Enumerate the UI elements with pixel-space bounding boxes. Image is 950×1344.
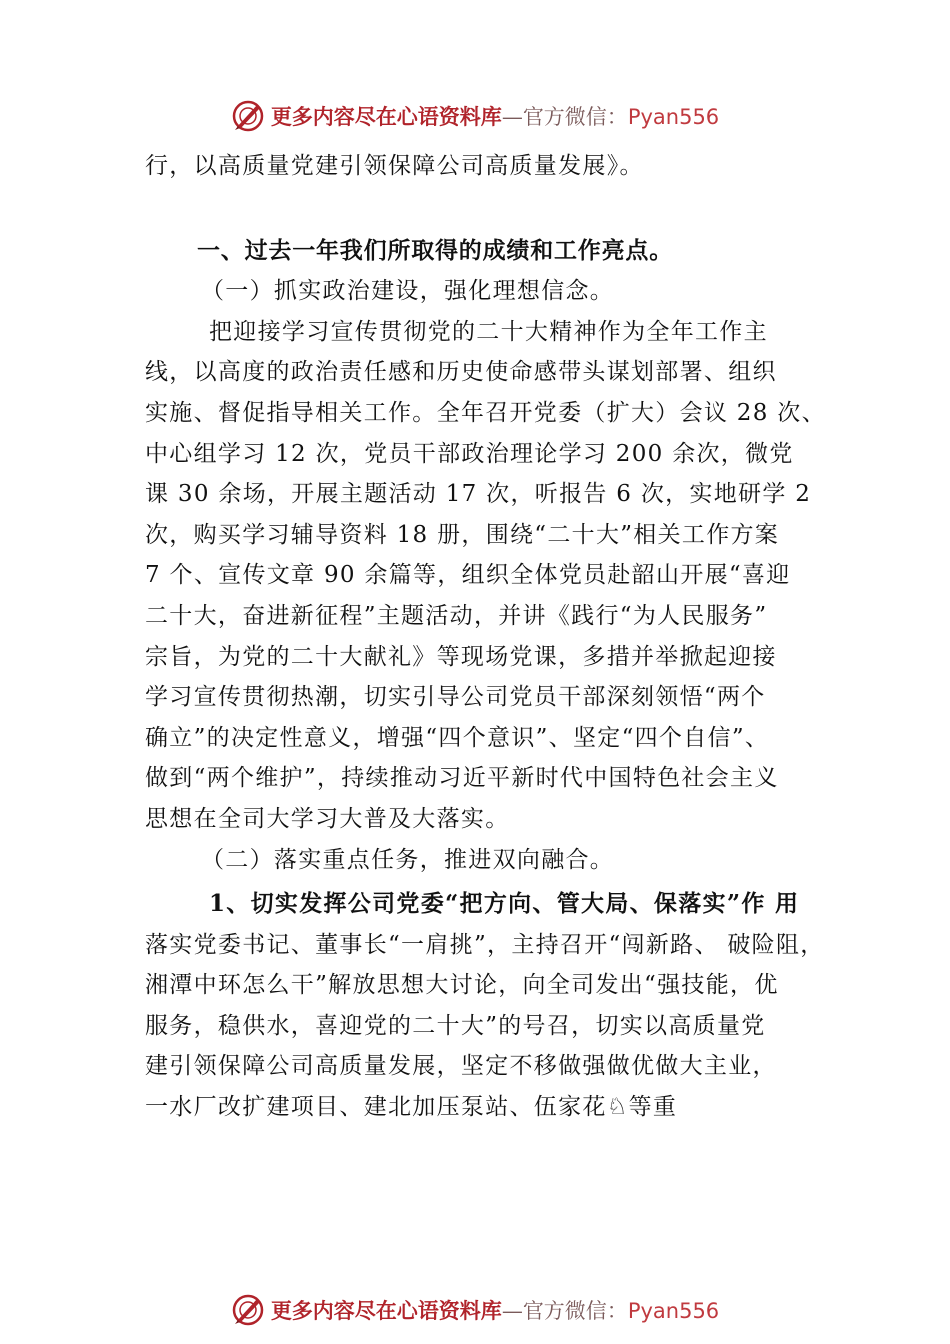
watermark-footer [0, 1290, 950, 1330]
paragraph-line: 做到“两个维护”，持续推动习近平新时代中国特色社会主义 [145, 765, 779, 792]
pen-logo-icon [231, 1293, 265, 1327]
paragraph-line: 宗旨，为党的二十大献礼》等现场党课，多措并举掀起迎接 [145, 643, 777, 670]
subsection-heading: （一）抓实政治建设，强化理想信念。 [201, 278, 615, 305]
subsection-heading: （二）落实重点任务，推进双向融合。 [201, 846, 615, 873]
paragraph-line: 二十大，奋进新征程”主题活动，并讲《践行“为人民服务” [145, 602, 768, 629]
paragraph-line: 课 30 余场，开展主题活动 17 次，听报告 6 次，实地研学 2 [145, 481, 812, 508]
section-heading: 一、过去一年我们所取得的成绩和工作亮点。 [197, 237, 673, 264]
item-heading: 1、切实发挥公司党委“把方向、管大局、保落实”作 用 [209, 890, 800, 918]
paragraph-line: 服务，稳供水，喜迎党的二十大”的号召，切实以高质量党 [145, 1012, 766, 1039]
paragraph-line: 落实党委书记、董事长“一肩挑”，主持召开“闯新路、 破险阻， [145, 931, 825, 958]
paragraph-line: 湘潭中环怎么干”解放思想大讨论，向全司发出“强技能，优 [145, 972, 779, 999]
paragraph-line: 确立”的决定性意义，增强“四个意识”、坚定“四个自信”、 [145, 724, 770, 751]
paragraph-line: 建引领保障公司高质量发展，坚定不移做强做优做大主业， [145, 1053, 777, 1080]
paragraph-gap [145, 187, 815, 231]
pen-logo-icon [231, 99, 265, 133]
paragraph-line: 线，以高度的政治责任感和历史使命感带头谋划部署、组织 [145, 359, 777, 386]
document-body [145, 146, 826, 1128]
paragraph-line: 实施、督促指导相关工作。全年召开党委（扩大）会议 28 次、 [145, 399, 826, 426]
paragraph-line: 中心组学习 12 次，党员干部政治理论学习 200 余次，微党 [145, 440, 794, 467]
paragraph-line: 一水厂改扩建项目、建北加压泵站、伍家花♘等重 [145, 1094, 678, 1121]
paragraph-line: 行，以高质量党建引领保障公司高质量发展》。 [145, 153, 644, 179]
paragraph-line: 次，购买学习辅导资料 18 册，围绕“二十大”相关工作方案 [145, 521, 780, 548]
paragraph-line: 思想在全司大学习大普及大落实。 [145, 805, 510, 832]
watermark-header [0, 96, 950, 136]
paragraph-line: 学习宣传贯彻热潮，切实引导公司党员干部深刻领悟“两个 [145, 684, 766, 711]
paragraph-line: 7 个、宣传文章 90 余篇等，组织全体党员赴韶山开展“喜迎 [145, 562, 791, 589]
watermark-text: 更多内容尽在心语资料库—官方微信：Pyan556 [270, 1298, 720, 1323]
watermark-text: 更多内容尽在心语资料库—官方微信：Pyan556 [270, 104, 720, 129]
paragraph-line: 把迎接学习宣传贯彻党的二十大精神作为全年工作主 [209, 318, 768, 345]
